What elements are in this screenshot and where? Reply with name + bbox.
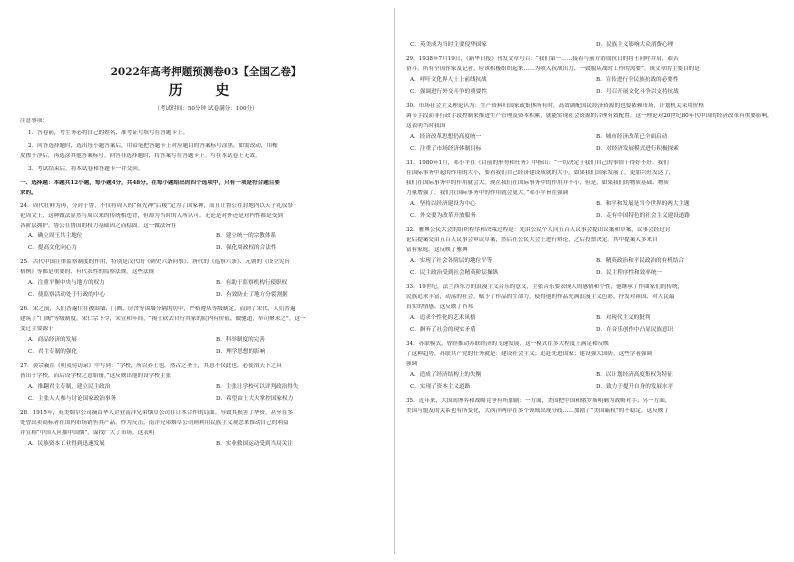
q29-option-b: B．宣传进行全民族抗战的必要性 — [596, 77, 679, 83]
q26-option-c: C．君主专制的强化 — [28, 349, 78, 355]
q28-option-c: C．英美成为当时主要侵华国家 — [410, 42, 487, 48]
exam-info: （考试时间：50分钟 试卷满分：100分） — [154, 106, 258, 112]
q27-line1: 27．黄宗羲在《明夷待访录》中写到：“学校，所以养士也。然古之圣王，其意不仅此也，必使治天下之具 — [20, 363, 282, 369]
q32-option-d: D．民主程序性和效率统一 — [596, 270, 663, 276]
q31-line3: 我们在国际事务中的作用就会大。现在我们在国际事务中的作用并不小，但是，如果我们的物质基础、物质 — [406, 180, 669, 186]
q30-line3: 这表明当时我国 — [406, 123, 446, 129]
q30-option-a: A．经济改革思想仍高度统一 — [410, 134, 482, 140]
right-column — [406, 0, 778, 562]
q25-option-a: A．注重平衡中央与地方的权力 — [28, 280, 105, 286]
q25-option-b: B．有助于监察机构行使职权 — [216, 280, 288, 286]
q32-line1: 32．雅典公民大会的组织程序和决策过程是：先由公民个人向五百人议事会提出议案和草案，议事会经过讨 — [406, 227, 671, 233]
q28-option-b: B．实业救国运动受到当局关注 — [216, 441, 293, 447]
q25-option-d: D．有效防止了地方分裂割据 — [216, 292, 288, 298]
note-2b: 皮擦干净后，再选涂其他答案标号。回答非选择题时，将答案写在答题卡上。写在本试卷上无效。 — [20, 153, 261, 159]
q26-line3: 变迁主要源于 — [20, 326, 54, 332]
q31-line1: 31．1980年1月，邓小平在《目前的形势和任务》中指出：“一切决定于我们自己的事情干得好不好。我们 — [406, 160, 669, 166]
q31-option-c: C．外交要为改革开放服务 — [410, 213, 476, 219]
q27-option-a: A．推翻君主专制，建立民主政治 — [28, 384, 111, 390]
q34-option-d: D．致力于提升自身的发展水平 — [596, 384, 674, 390]
q27-option-c: C．主张人人参与讨论国家政治事务 — [28, 396, 117, 402]
q26-option-b: B．科举制度的完善 — [216, 337, 265, 343]
note-1: 1．答卷前，考生务必将自己的姓名、准考证号填写在答题卡上。 — [28, 130, 189, 136]
q28-option-a: A．民族资本工业得到迅速发展 — [28, 441, 105, 447]
q29-option-d: D．号召开展文化斗争以支持抗战 — [596, 89, 679, 95]
q27-option-b: B．主张让学校可以评判政治得失 — [216, 384, 299, 390]
q32-line2: 论后提案交由五百人议事会审议草案，然后在公民大会上进行辩论，之后投票决定。其中提案人多来自 — [406, 237, 658, 243]
q24-option-c: C．提高文化向心力 — [28, 245, 78, 251]
q34-option-a: A．造成了经济结构上的失衡 — [410, 372, 482, 378]
q34-line2: 了这种趋势，苏联共产党的任务就是：建设社会主义；追赶先进国家；建设强大国防。这些学者强调 — [406, 351, 653, 357]
q29-option-c: C．强调进行外交斗争的重要性 — [410, 89, 487, 95]
q25-line2: 格例》等都是重要的、有代表性的监察法规。这些法规 — [20, 269, 155, 275]
q30-option-d: D．对经济发展模式进行积极探索 — [596, 146, 679, 152]
q24-option-b: B．建立统一的宗教体系 — [216, 233, 277, 239]
q32-option-b: B．精英政治和平民政治的有机结合 — [596, 258, 685, 264]
q35-line1: 35．近年来，大国间博弈和战略竞争有所加剧：一方面，美国把中国和俄罗斯明确为战略对手；另一方面， — [406, 398, 671, 404]
q33-line2: 民族追求丰富，动荡的社会，赋予了作品的生命力，使得他的作品充满浪漫主义色彩，抒发对祖国、对人民最 — [406, 294, 675, 300]
q28-option-d: D．民族主义影响大众消费心理 — [596, 42, 674, 48]
q24-option-a: A．确立周王共主地位 — [28, 233, 83, 239]
q31-line2: 在国际事务中起的作用的大小，要看我们自己经济建设成就的大小。如果我们国家发展了，更加兴旺发达了， — [406, 170, 675, 176]
q31-option-b: B．和平和发展是当今世界的两大主题 — [596, 201, 690, 207]
q30-option-c: C．注重了市场经济体制目标 — [410, 146, 482, 152]
q28-line3: 并宣称“中国人应抽中国烟”，谋找广大了市场。这表明 — [20, 430, 155, 436]
q31-option-a: A．坚持以经济建设为中心 — [410, 201, 476, 207]
q25-line1: 25．古代中国注重监察制度的作用，特别是汉代的《刺史六条问事》、唐代的《巡察六条》、元朝的《设立宪台 — [20, 259, 291, 265]
q29-option-a: A．呼吁文化界人士上前线抗战 — [410, 77, 487, 83]
q34-option-c: C．实现了资本主义道路 — [410, 384, 471, 390]
q32-option-a: A．实现了社会各阶层的地位平等 — [410, 258, 493, 264]
q30-line2: 调节手段而非行政手段控制来推进生产管理及资本积累，就能实现社会资源的合理有效配置。这一理论对20世纪80年代中国的经济改革有重要影响， — [406, 113, 773, 119]
q26-option-a: A．商品经济的发展 — [28, 337, 77, 343]
q34-option-b: B．以计划经济高度集权为特征 — [596, 372, 673, 378]
q34-line3: 强调 — [406, 361, 418, 367]
section1-heading: 一、选择题：本题共12小题，每小题4分，共48分。在每小题给出的四个选项中，只有一项是符合题目要 — [20, 180, 280, 186]
q28-line2: 处曾出卖商标者在国内市场销售其产品。作为反击，南洋兄弟烟草公司则利用民族主义观念来推动自己的利益 — [20, 420, 289, 426]
q27-option-d: D．希望由士大夫掌控国家权力 — [216, 396, 294, 402]
q24-line2: 祀周文王，这种做法显然与周以来的传统相违背，但却为当时的人所认可。无论是对外还是对内性都是受到 — [20, 213, 283, 219]
q33-option-c: C．摒弃了社会的现实矛盾 — [410, 327, 476, 333]
column-divider — [394, 8, 395, 554]
q33-line1: 33．19世纪，法兰西东方的浪漫主义音乐的意义，主张音乐要表现人的感情和个性，他继承了作曲家们的传统， — [406, 284, 684, 290]
q26-line2: 建筑了“门阀”等级制度，宋仁宗下令，宋宣和年间，“揭士砍去自行其家的院内有价值，做驰道，举司聚求之”。这一 — [20, 316, 306, 322]
q29-line1: 29．1938年7月19日，《新华日报》刊发文章号召：“我们第一……接着与前方浴血抗日的将士同呼并肩，艰苦 — [406, 56, 679, 62]
q28-line1: 28．1915年，英美烟草公司摘首华人企业南洋兄弟烟草公司在日本合作的局面。导致其损害了华资，甚至在多 — [20, 410, 294, 416]
q26-line1: 26．宋之前，人们普遍住在被围墙、门阙、房舍等围墙分隔的坊中，严格遵从等级制定。而到了宋代，人们普遍 — [20, 306, 296, 312]
q35-line2: 美国与盟友的关系也有所变化，大西洋两岸在多个领域出现分歧……加剧了“美国霸权”的不稳定。这反映了 — [406, 408, 670, 414]
q24-option-d: D．强化周政权的合法性 — [216, 245, 277, 251]
q30-line1: 30．市场社会主义理论认为：生产资料归国家或集体所有时，高效调配国民经济资源的也要依赖市场，计划机关采用价格 — [406, 103, 704, 109]
q33-option-d: D．在音乐创作中凸显民族意识 — [596, 327, 674, 333]
exam-subject: 历 史 — [168, 83, 244, 99]
q31-option-d: D．走有中国特色的社会主义建设道路 — [596, 213, 690, 219]
q34-line1: 34．苏联模式，曾经推动苏联经济的飞速发展，这一模式在多大程度上满足和反映 — [406, 341, 609, 347]
notes-header: 注意事项： — [20, 118, 48, 124]
q25-option-c: C．使监察活动处于行政的中心 — [28, 292, 105, 298]
note-2a: 2．回答选择题时，选出每小题答案后，用铅笔把答题卡上对应题目的答案标号涂黑。如需改动，用橡 — [28, 143, 278, 149]
section1-heading-cont: 求的。 — [20, 190, 37, 196]
left-column — [20, 0, 392, 562]
q29-line2: 奋斗。所有全国作家及记者，应该积极组织起来……为收入抗战出力，一致服从战时工作的需要”。该文章的主要目的是 — [406, 66, 700, 72]
q32-option-c: C．民主政治受到社会精英阶层操纵 — [410, 270, 499, 276]
q26-option-d: D．理学思想的影响 — [216, 349, 266, 355]
q30-option-b: B．城市经济改革已全面启动 — [596, 134, 668, 140]
q33-line3: 真实的情感。这反映了肖邦 — [406, 304, 474, 310]
q33-option-b: B．对现代主义的批判 — [596, 315, 651, 321]
exam-title: 2022年高考押题预测卷03【全国乙卷】 — [110, 66, 302, 78]
q27-line2: 皆出于学校，而后设学校之意始备。”这反映出他的设学校主张 — [20, 373, 172, 379]
q24-line3: 各阶层拥护。鲁公在鲁国的权力基础因之而稳固。这一做法旨在 — [20, 223, 177, 229]
q24-line1: 24．周代壮鲜为再，分封于鲁，不仅将周人的“祖先神”后稷“定为了国家神，而且让鲁公在封地内以天子礼仪祭 — [20, 203, 294, 209]
q32-line3: 富有家庭。这反映了雅典 — [406, 247, 468, 253]
note-3: 3．考试结束后，将本试卷和答题卡一并交回。 — [28, 166, 144, 172]
q31-line4: 力量增强了，我们在国际事务中的作用就会更大。”邓小平旨在强调 — [406, 190, 569, 196]
q33-option-a: A．追求个性化的艺术风格 — [410, 315, 476, 321]
